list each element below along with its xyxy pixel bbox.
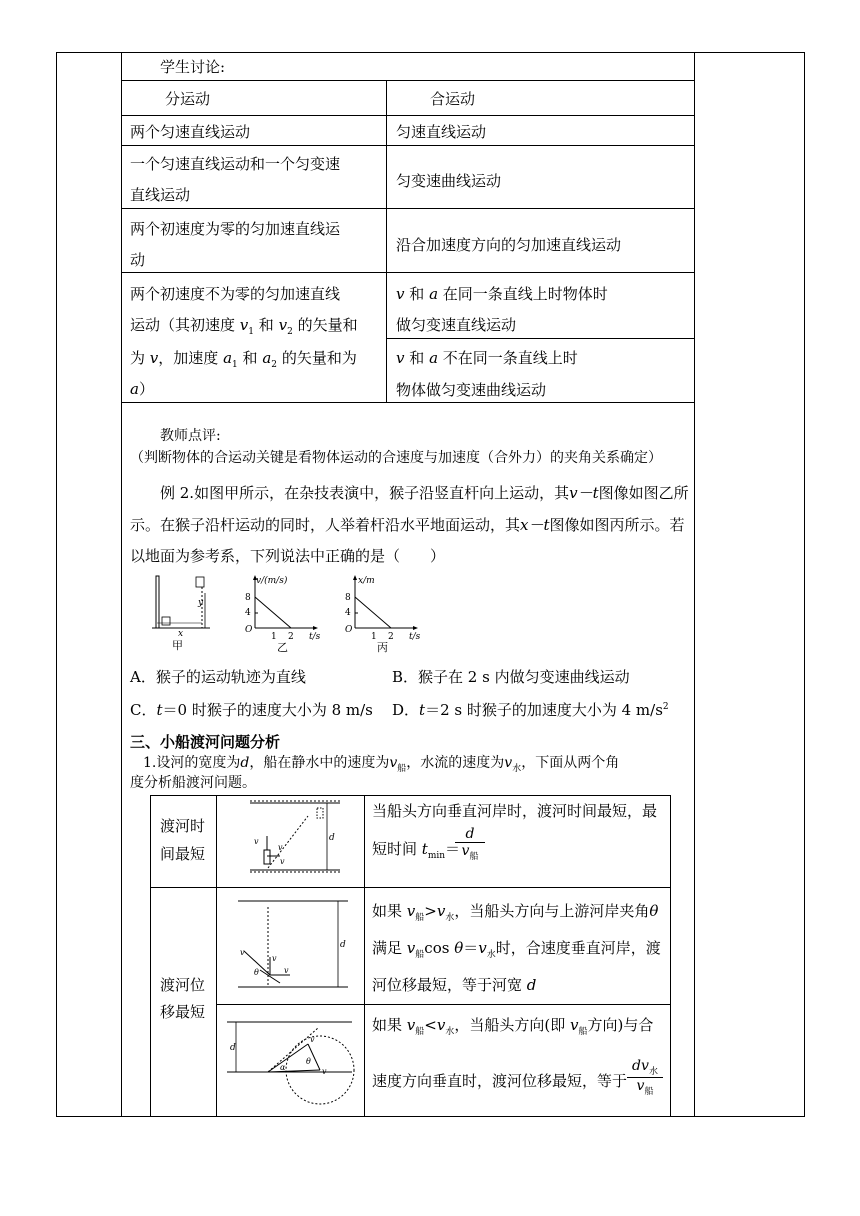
figure-jia <box>150 573 220 651</box>
figure-yi-vt <box>235 573 325 653</box>
example-line1: 例 2.如图甲所示，在杂技表演中，猴子沿竖直杆向上运动，其v－t图像如图乙所 <box>160 484 689 502</box>
row4-left-l1: 两个初速度不为零的匀加速直线 <box>130 285 341 303</box>
option-b[interactable]: B．猴子在 2 s 内做匀变速曲线运动 <box>392 668 630 686</box>
svg-text:v: v <box>272 954 277 963</box>
frame-top <box>56 52 804 53</box>
r1-text-l1: 当船头方向垂直河岸时，渡河时间最短，最 <box>372 802 658 820</box>
row4-left-l3: 为 v，加速度 $a_1$ 和 $a_2$ 的矢量和为 <box>130 349 357 370</box>
row4-right-b-l2: 物体做匀变速曲线运动 <box>396 381 547 399</box>
svg-text:丙: 丙 <box>377 641 388 653</box>
svg-text:x/m: x/m <box>358 576 375 586</box>
option-c[interactable]: C．t＝0 时猴子的速度大小为 8 m/s <box>130 701 373 719</box>
dvs-over-vc-fraction: $dv_水$ $v_船$ <box>627 1058 663 1097</box>
svg-text:d: d <box>230 1043 236 1053</box>
frame-col2 <box>121 52 122 1117</box>
row3-left-l1: 两个初速度为零的匀加速直线运 <box>130 220 341 238</box>
svg-text:α: α <box>280 1063 286 1072</box>
option-d[interactable]: D．t＝2 s 时猴子的加速度大小为 4 $m/s^2$ <box>392 701 669 719</box>
frame-col3 <box>694 52 695 1117</box>
section3-intro-l2: 度分析船渡河问题。 <box>130 775 256 791</box>
r2-label-l2: 移最短 <box>160 1003 206 1021</box>
svg-text:v: v <box>310 1035 315 1044</box>
frame-left <box>56 52 57 1117</box>
svg-text:θ: θ <box>306 1057 311 1066</box>
row2-left-l2: 直线运动 <box>130 186 191 204</box>
svg-text:O: O <box>245 625 253 635</box>
tmin-fraction: d $v_船$ <box>455 826 485 862</box>
svg-text:v: v <box>322 1067 327 1076</box>
teacher-note: （判断物体的合运动关键是看物体运动的合速度与加速度（合外力）的夹角关系确定） <box>130 450 662 466</box>
svg-text:θ: θ <box>254 968 259 977</box>
section3-title: 三、小船渡河问题分析 <box>130 733 281 751</box>
figure-bing-xt <box>335 573 425 653</box>
svg-text:乙: 乙 <box>277 641 288 653</box>
svg-text:4: 4 <box>345 608 351 618</box>
row4-left-l4: a） <box>130 380 154 398</box>
diagram-shortest-time <box>240 798 350 878</box>
diagram-shortest-displacement-a <box>228 895 356 1000</box>
header-combined-motion: 合运动 <box>430 90 476 108</box>
svg-text:O: O <box>345 625 353 635</box>
discussion-label: 学生讨论: <box>160 58 226 76</box>
svg-text:8: 8 <box>245 593 251 603</box>
r2b-text-l2: 速度方向垂直时，渡河位移最短，等于 <box>372 1072 628 1090</box>
svg-text:v: v <box>254 837 259 846</box>
svg-text:t/s: t/s <box>409 632 421 642</box>
header-sub-motion: 分运动 <box>165 90 211 108</box>
svg-text:v/(m/s): v/(m/s) <box>256 576 288 586</box>
r2-label-l1: 渡河位 <box>160 976 206 994</box>
svg-text:甲: 甲 <box>172 639 183 651</box>
row4-right-b-l1: v 和 a 不在同一条直线上时 <box>396 349 578 367</box>
r1-label-l1: 渡河时 <box>160 817 206 835</box>
svg-text:4: 4 <box>245 608 251 618</box>
svg-text:t/s: t/s <box>309 632 321 642</box>
svg-text:y: y <box>198 598 204 608</box>
svg-text:v: v <box>280 857 285 866</box>
svg-text:d: d <box>329 833 335 843</box>
svg-text:1: 1 <box>371 632 377 642</box>
row2-right: 匀变速曲线运动 <box>396 172 502 190</box>
svg-text:x: x <box>178 629 184 639</box>
option-a[interactable]: A．猴子的运动轨迹为直线 <box>130 668 306 686</box>
section3-intro-l1: 1.设河的宽度为d，船在静水中的速度为$v_船$，水流的速度为$v_水$，下面从两个角 <box>143 755 620 774</box>
svg-text:8: 8 <box>345 593 351 603</box>
r2a-text-l2: 满足 $v_船\cos$ $\theta=v_水$时，合速度垂直河岸，渡 <box>372 939 661 960</box>
svg-text:v: v <box>240 948 245 957</box>
row2-left-l1: 一个匀速直线运动和一个匀变速 <box>130 155 341 173</box>
svg-text:v: v <box>278 843 283 852</box>
svg-text:1: 1 <box>271 632 277 642</box>
example-line3: 以地面为参考系，下列说法中正确的是（ ） <box>130 547 446 565</box>
row1-left: 两个匀速直线运动 <box>130 123 251 141</box>
r1-label-l2: 间最短 <box>160 845 206 863</box>
r1-text-l2: 短时间 $t_{min}=$ <box>372 840 461 861</box>
row3-right: 沿合加速度方向的匀加速直线运动 <box>396 236 622 254</box>
row4-right-a-l2: 做匀变速直线运动 <box>396 316 517 334</box>
svg-text:2: 2 <box>288 632 294 642</box>
svg-text:v: v <box>284 966 289 975</box>
row4-right-a-l1: v 和 a 在同一条直线上时物体时 <box>396 285 608 303</box>
example-line2: 示。在猴子沿杆运动的同时，人举着杆沿水平地面运动，其x－t图像如图丙所示。若 <box>130 516 685 534</box>
frame-right <box>804 52 805 1117</box>
row1-right: 匀速直线运动 <box>396 123 487 141</box>
r2a-text-l1: 如果 $v_船>v_水$，当船头方向与上游河岸夹角θ <box>372 902 659 923</box>
row3-left-l2: 动 <box>130 251 146 269</box>
svg-text:d: d <box>340 940 346 950</box>
teacher-label: 教师点评: <box>160 428 221 444</box>
diagram-shortest-displacement-b <box>222 1008 362 1112</box>
svg-text:2: 2 <box>388 632 394 642</box>
r2b-text-l1: 如果 $v_船<v_水$，当船头方向(即 $v_船$方向)与合 <box>372 1016 654 1037</box>
row4-left-l2: 运动（其初速度 $v_1$ 和 $v_2$ 的矢量和 <box>130 316 358 337</box>
r2a-text-l3: 河位移最短，等于河宽 d <box>372 976 537 994</box>
